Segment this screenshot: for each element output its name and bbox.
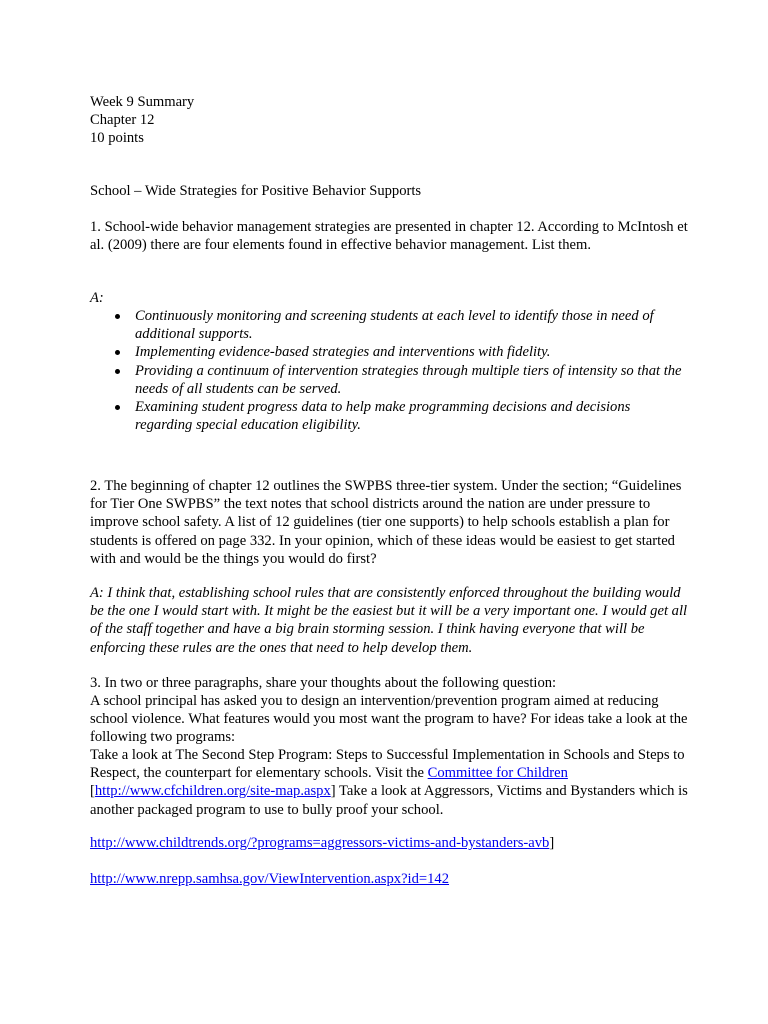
committee-for-children-link[interactable]: Committee for Children — [427, 765, 568, 782]
question-3-programs — [90, 746, 690, 819]
answer-1-bullet: Examining student progress data to help make programming decisions and decisions regarding special education eligibility. — [90, 398, 690, 434]
answer-1-bullet: Continuously monitoring and screening students at each level to identify those in need of additional supports. — [90, 307, 690, 343]
answer-1-label: A: — [90, 290, 104, 306]
question-1: 1. School-wide behavior management strategies are presented in chapter 12. According to McIntosh et al. (2009) there are four elements found in effective behavior management. List them. — [90, 219, 688, 254]
bracket-open: [ — [90, 783, 95, 800]
header-week: Week 9 Summary — [90, 94, 195, 110]
childtrends-bracket: ] — [549, 835, 555, 851]
answer-1-bullet: Providing a continuum of intervention strategies through multiple tiers of intensity so that the needs of all students can be served. — [90, 362, 690, 398]
childtrends-line — [90, 834, 690, 852]
answer-1-bullet: Implementing evidence-based strategies and interventions with fidelity. — [90, 343, 690, 361]
aggressors-text: Take a look at Aggressors, Victims and Bystanders which is another packaged program to use to bully proof your school. — [90, 783, 688, 818]
document-title: School – Wide Strategies for Positive Behavior Supports — [90, 183, 422, 199]
answer-2: A: I think that, establishing school rules that are consistently enforced throughout the building would be the one I would start with. It might be the easiest but it will be a very important one. I would get all of the staff together and have a big brain storming session. I think having everyone that will be enforcing these rules are the ones that need to help develop them. — [90, 585, 688, 656]
question-2: 2. The beginning of chapter 12 outlines the SWPBS three-tier system. Under the section; “Guidelines for Tier One SWPBS” the text notes that school districts around the nation are under pressure to improve school safety. A list of 12 guidelines (tier one supports) to help schools establish a plan for students is offered on page 332. In your opinion, which of these ideas would be easiest to get started with and would be the things you would do first? — [90, 478, 682, 567]
nrepp-link[interactable]: http://www.nrepp.samhsa.gov/ViewIntervention.aspx?id=142 — [90, 871, 450, 887]
header-chapter: Chapter 12 — [90, 112, 155, 128]
bracket-close: ] — [330, 783, 336, 800]
header-points: 10 points — [90, 130, 144, 146]
cfchildren-link[interactable]: http://www.cfchildren.org/site-map.aspx — [94, 783, 331, 800]
childtrends-link[interactable]: http://www.childtrends.org/?programs=aggressors-victims-and-bystanders-avb — [90, 835, 550, 851]
programs-text: Take a look at The Second Step Program: Steps to Successful Implementation in Schools and Steps to Respect, the counterpart for elementary schools. Visit the — [90, 747, 685, 782]
answer-1-list — [90, 307, 690, 434]
question-3-scenario: A school principal has asked you to design an intervention/prevention program aimed at reducing school violence. What features would you most want the program to have? For ideas take a look at the following two programs: — [90, 693, 688, 746]
question-3-intro: 3. In two or three paragraphs, share your thoughts about the following question: — [90, 675, 557, 691]
nrepp-line — [90, 870, 690, 888]
